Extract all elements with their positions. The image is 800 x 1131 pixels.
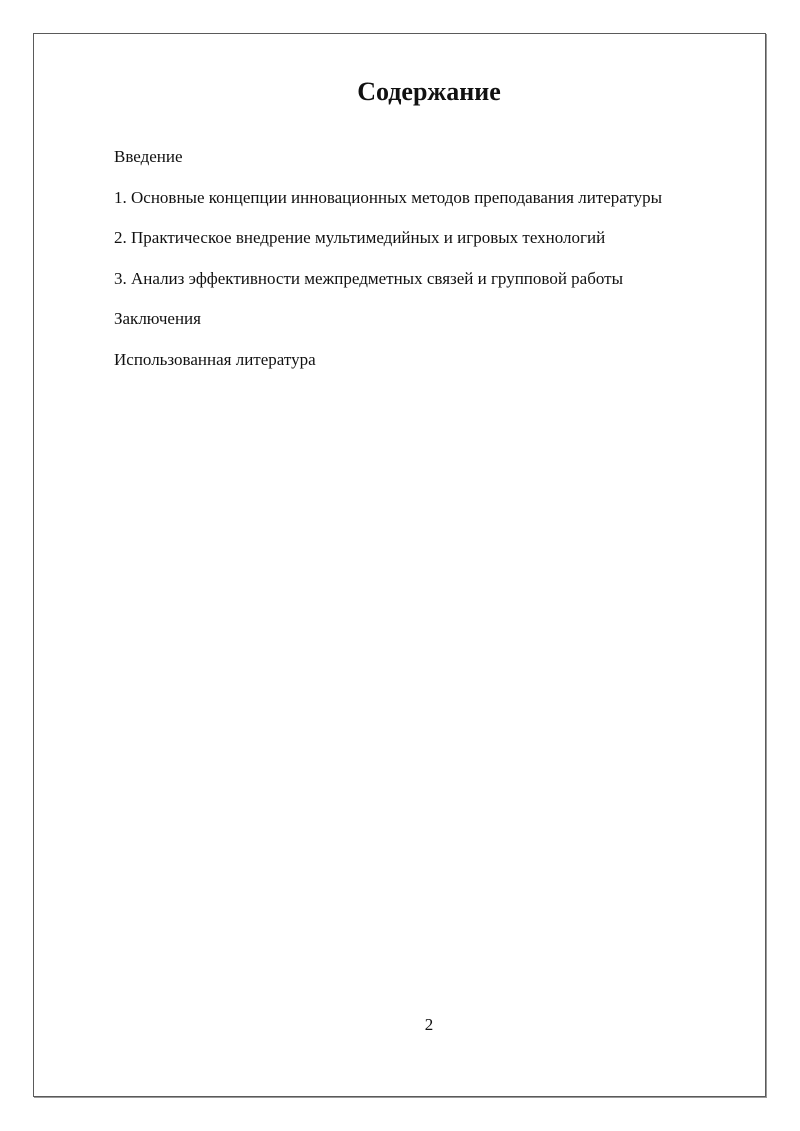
toc-item-chapter-1: 1. Основные концепции инновационных методов преподавания литературы [114, 187, 663, 207]
page-title: Содержание [357, 77, 501, 106]
table-of-contents [114, 145, 662, 388]
toc-item-references: Использованная литература [114, 349, 316, 369]
toc-item-introduction: Введение [114, 147, 183, 166]
page-number: 2 [424, 1015, 434, 1034]
toc-item-chapter-2: 2. Практическое внедрение мультимедийных и игровых технологий [114, 228, 606, 247]
toc-item-chapter-3: 3. Анализ эффективности межпредметных связей и групповой работы [114, 268, 623, 288]
toc-item-conclusions: Заключения [114, 309, 201, 328]
